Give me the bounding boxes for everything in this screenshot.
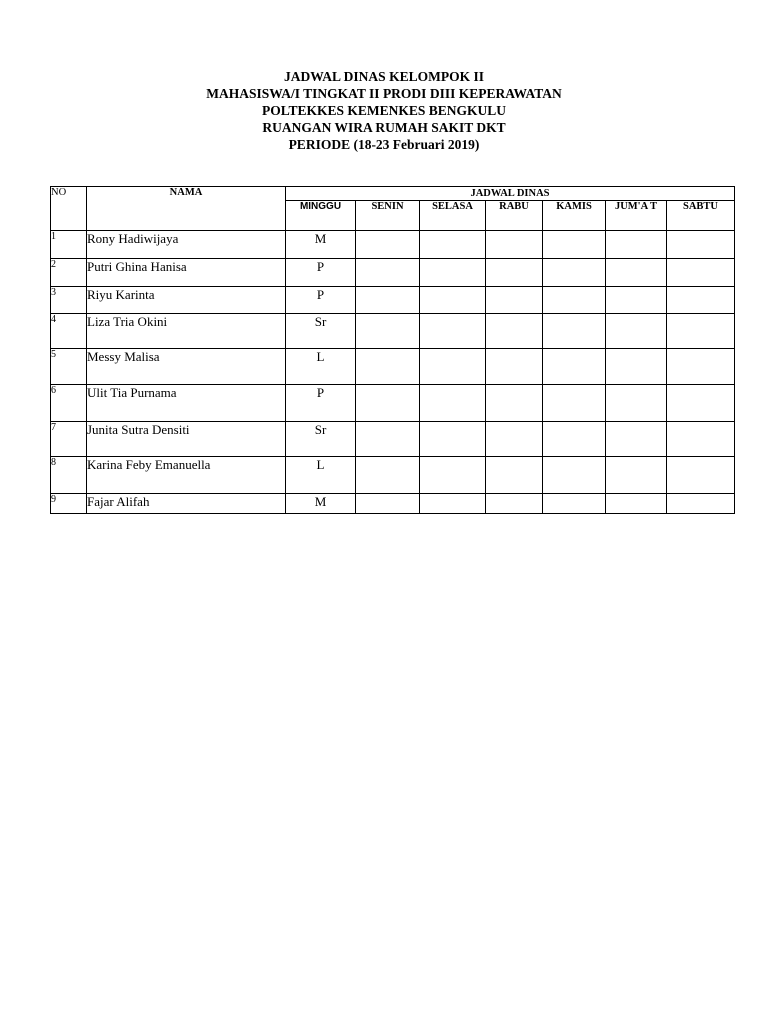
- row-jumat-cell: [606, 349, 667, 385]
- row-senin-cell: [356, 314, 420, 349]
- table-row: [51, 314, 735, 349]
- row-sabtu-cell: [667, 385, 735, 422]
- row-kamis-cell: [543, 349, 606, 385]
- day-header-jumat: JUM'A T: [606, 201, 667, 231]
- row-name: Fajar Alifah: [87, 494, 286, 514]
- row-number: 5: [51, 349, 87, 385]
- table-row: [51, 422, 735, 457]
- row-senin-cell: [356, 287, 420, 314]
- table-row: [51, 349, 735, 385]
- row-senin-cell: [356, 422, 420, 457]
- column-header-nama: NAMA: [87, 187, 286, 231]
- row-jumat-cell: [606, 457, 667, 494]
- table-row: [51, 385, 735, 422]
- row-sabtu-cell: [667, 287, 735, 314]
- row-jumat-cell: [606, 314, 667, 349]
- row-rabu-cell: [486, 385, 543, 422]
- header-row-1: [51, 187, 735, 201]
- day-header-minggu: MINGGU: [286, 201, 356, 231]
- row-sabtu-cell: [667, 457, 735, 494]
- row-number: 7: [51, 422, 87, 457]
- row-senin-cell: [356, 457, 420, 494]
- row-minggu-shift: M: [286, 231, 356, 259]
- title-line-3: POLTEKKES KEMENKES BENGKULU: [261, 103, 507, 118]
- row-senin-cell: [356, 231, 420, 259]
- row-kamis-cell: [543, 494, 606, 514]
- row-name: Junita Sutra Densiti: [87, 422, 286, 457]
- row-rabu-cell: [486, 457, 543, 494]
- column-header-no: NO: [51, 187, 87, 231]
- row-name: Putri Ghina Hanisa: [87, 259, 286, 287]
- row-selasa-cell: [420, 231, 486, 259]
- day-header-senin: SENIN: [356, 201, 420, 231]
- row-name: Liza Tria Okini: [87, 314, 286, 349]
- row-selasa-cell: [420, 494, 486, 514]
- table-row: [51, 231, 735, 259]
- row-kamis-cell: [543, 422, 606, 457]
- row-jumat-cell: [606, 385, 667, 422]
- row-minggu-shift: Sr: [286, 422, 356, 457]
- row-minggu-shift: L: [286, 349, 356, 385]
- row-senin-cell: [356, 494, 420, 514]
- row-selasa-cell: [420, 385, 486, 422]
- row-rabu-cell: [486, 314, 543, 349]
- row-senin-cell: [356, 385, 420, 422]
- day-header-rabu: RABU: [486, 201, 543, 231]
- row-number: 2: [51, 259, 87, 287]
- table-row: [51, 494, 735, 514]
- row-number: 3: [51, 287, 87, 314]
- row-senin-cell: [356, 349, 420, 385]
- row-selasa-cell: [420, 259, 486, 287]
- row-minggu-shift: L: [286, 457, 356, 494]
- row-rabu-cell: [486, 231, 543, 259]
- row-kamis-cell: [543, 287, 606, 314]
- row-kamis-cell: [543, 314, 606, 349]
- row-selasa-cell: [420, 287, 486, 314]
- row-minggu-shift: M: [286, 494, 356, 514]
- row-rabu-cell: [486, 349, 543, 385]
- row-kamis-cell: [543, 385, 606, 422]
- row-number: 8: [51, 457, 87, 494]
- row-name: Karina Feby Emanuella: [87, 457, 286, 494]
- row-selasa-cell: [420, 349, 486, 385]
- row-sabtu-cell: [667, 494, 735, 514]
- row-minggu-shift: P: [286, 287, 356, 314]
- row-minggu-shift: P: [286, 385, 356, 422]
- row-kamis-cell: [543, 259, 606, 287]
- table-row: [51, 287, 735, 314]
- row-number: 9: [51, 494, 87, 514]
- row-jumat-cell: [606, 287, 667, 314]
- column-header-jadwal-dinas: JADWAL DINAS: [286, 187, 735, 201]
- row-senin-cell: [356, 259, 420, 287]
- row-sabtu-cell: [667, 422, 735, 457]
- row-selasa-cell: [420, 422, 486, 457]
- row-jumat-cell: [606, 231, 667, 259]
- schedule-table: [50, 186, 735, 514]
- row-minggu-shift: P: [286, 259, 356, 287]
- row-rabu-cell: [486, 422, 543, 457]
- title-line-2: MAHASISWA/I TINGKAT II PRODI DIII KEPERAWATAN: [206, 86, 562, 101]
- row-kamis-cell: [543, 457, 606, 494]
- table-row: [51, 259, 735, 287]
- table-row: [51, 457, 735, 494]
- row-sabtu-cell: [667, 349, 735, 385]
- day-header-kamis: KAMIS: [543, 201, 606, 231]
- row-number: 6: [51, 385, 87, 422]
- row-name: Riyu Karinta: [87, 287, 286, 314]
- row-minggu-shift: Sr: [286, 314, 356, 349]
- document-header: [0, 68, 768, 153]
- row-number: 4: [51, 314, 87, 349]
- row-jumat-cell: [606, 494, 667, 514]
- row-jumat-cell: [606, 422, 667, 457]
- row-jumat-cell: [606, 259, 667, 287]
- row-name: Messy Malisa: [87, 349, 286, 385]
- day-header-sabtu: SABTU: [667, 201, 735, 231]
- row-number: 1: [51, 231, 87, 259]
- title-line-1: JADWAL DINAS KELOMPOK II: [284, 69, 484, 84]
- row-sabtu-cell: [667, 259, 735, 287]
- row-rabu-cell: [486, 259, 543, 287]
- title-line-4: RUANGAN WIRA RUMAH SAKIT DKT: [262, 120, 506, 135]
- row-sabtu-cell: [667, 231, 735, 259]
- day-header-selasa: SELASA: [420, 201, 486, 231]
- row-selasa-cell: [420, 457, 486, 494]
- row-kamis-cell: [543, 231, 606, 259]
- row-name: Rony Hadiwijaya: [87, 231, 286, 259]
- row-sabtu-cell: [667, 314, 735, 349]
- title-line-5: PERIODE (18-23 Februari 2019): [288, 137, 480, 152]
- row-selasa-cell: [420, 314, 486, 349]
- row-rabu-cell: [486, 287, 543, 314]
- row-rabu-cell: [486, 494, 543, 514]
- row-name: Ulit Tia Purnama: [87, 385, 286, 422]
